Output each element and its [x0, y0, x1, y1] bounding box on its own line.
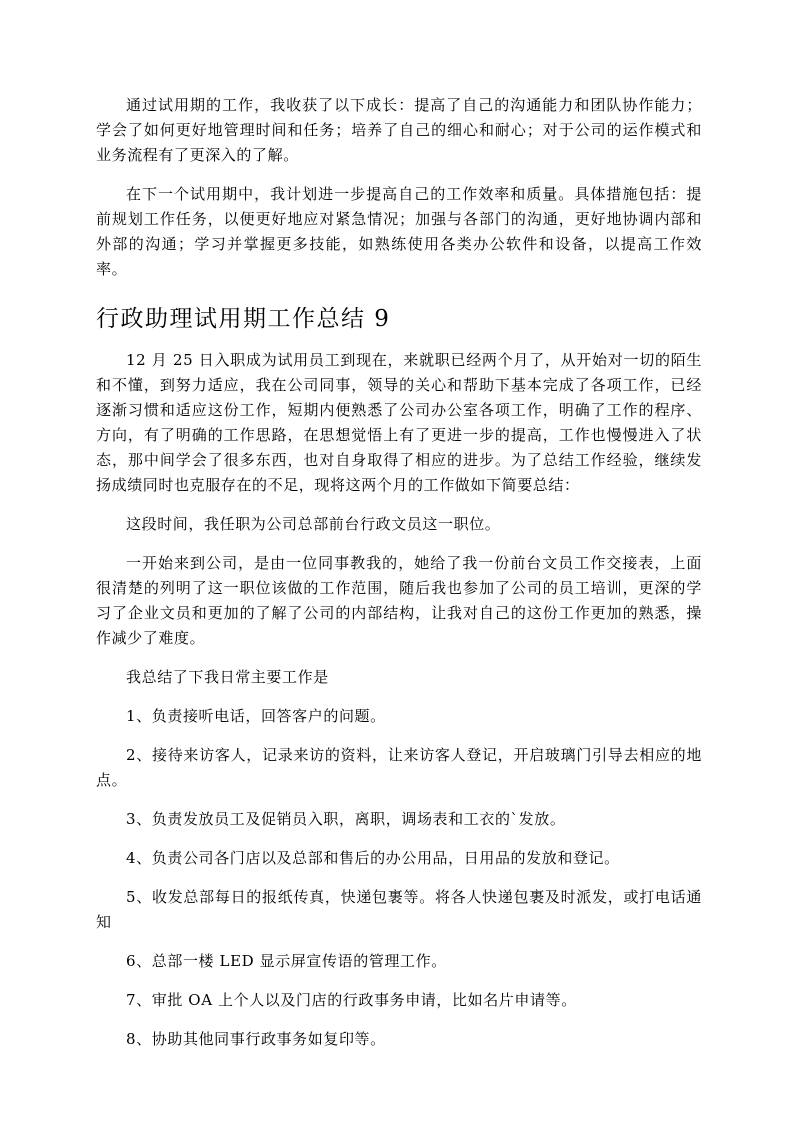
list-item-7: 7、审批 OA 上个人以及门店的行政事务申请，比如名片申请等。	[126, 991, 577, 1009]
list-item-3: 3、负责发放员工及促销员入职，离职，调场表和工衣的`发放。	[126, 810, 566, 828]
section-paragraph-4: 我总结了下我日常主要工作是	[126, 668, 329, 686]
section-paragraph-3: 一开始来到公司，是由一位同事教我的，她给了我一份前台文员工作交接表，上面很清楚的列明了这一职位该做的工作范围，随后我也参加了公司的员工培训，更深的学习了企业文员和更加的了解了公司的内部结构，让我对自己的这份工作更加的熟悉，操作减少了难度。	[96, 554, 702, 647]
list-item-2: 2、接待来访客人，记录来访的资料，让来访客人登记，开启玻璃门引导去相应的地点。	[96, 746, 702, 789]
intro-paragraph-1: 通过试用期的工作，我收获了以下成长：提高了自己的沟通能力和团队协作能力；学会了如何更好地管理时间和任务；培养了自己的细心和耐心；对于公司的运作模式和业务流程有了更深入的了解。	[96, 96, 702, 164]
list-item-1: 1、负责接听电话，回答客户的问题。	[126, 707, 386, 725]
list-item-4: 4、负责公司各门店以及总部和售后的办公用品，日用品的发放和登记。	[126, 849, 620, 867]
list-item-5: 5、收发总部每日的报纸传真，快递包裹等。将各人快递包裹及时派发，或打电话通知	[96, 888, 702, 931]
list-item-6: 6、总部一楼 LED 显示屏宣传语的管理工作。	[126, 952, 447, 970]
list-item-8: 8、协助其他同事行政事务如复印等。	[126, 1030, 386, 1048]
section-paragraph-1: 12 月 25 日入职成为试用员工到现在，来就职已经两个月了，从开始对一切的陌生和不懂，到努力适应，我在公司同事，领导的关心和帮助下基本完成了各项工作，已经逐渐习惯和适应这份工作，短期内便熟悉了公司办公室各项工作，明确了工作的程序、方向，有了明确的工作思路，在思想觉悟上有了更进一步的提高，工作也慢慢进入了状态，那中间学会了很多东西，也对自身取得了相应的进步。为了总结工作经验，继续发扬成绩同时也克服存在的不足，现将这两个月的工作做如下简要总结：	[96, 351, 702, 494]
section-paragraph-2: 这段时间，我任职为公司总部前台行政文员这一职位。	[126, 515, 501, 533]
section-title: 行政助理试用期工作总结 9	[96, 306, 391, 332]
document-page	[96, 93, 702, 1052]
intro-paragraph-2: 在下一个试用期中，我计划进一步提高自己的工作效率和质量。具体措施包括：提前规划工作任务，以便更好地应对紧急情况；加强与各部门的沟通，更好地协调内部和外部的沟通；学习并掌握更多技能，如熟练使用各类办公软件和设备，以提高工作效率。	[96, 185, 702, 278]
